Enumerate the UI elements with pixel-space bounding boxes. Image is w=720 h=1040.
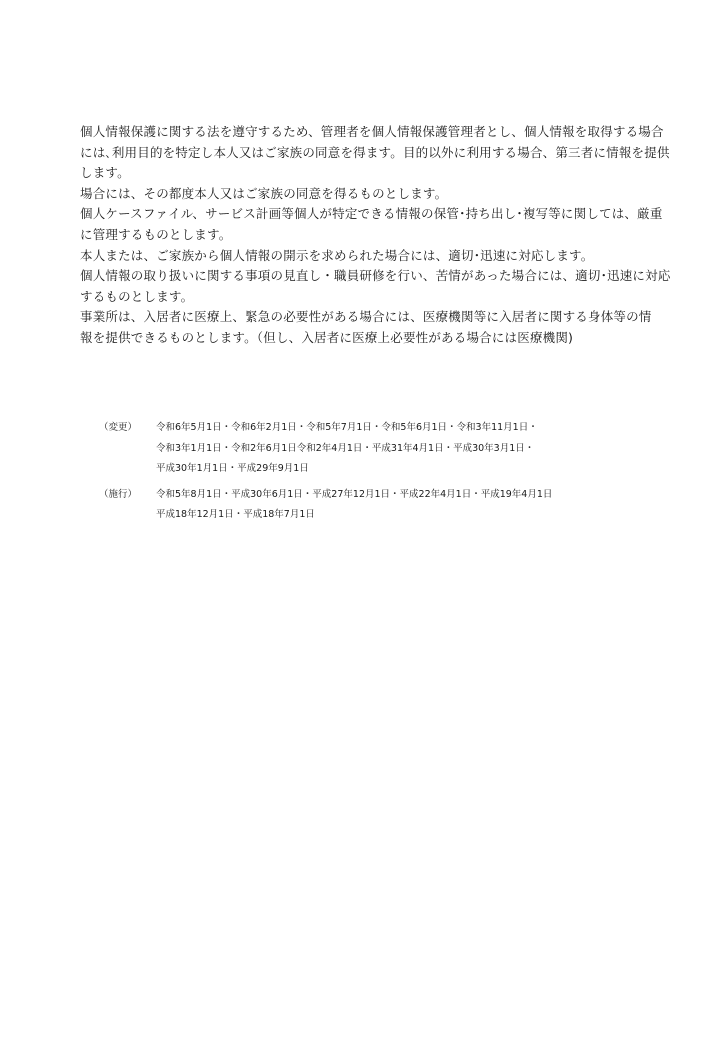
- paragraph-review-training: [80, 266, 696, 307]
- date-line: 令和6年5月1日・令和6年2月1日・令和5年7月1日・令和5年6月1日・令和3年11月1日・: [156, 422, 538, 433]
- text-line: 本人または、ご家族から個人情報の開示を求められた場合には、適切･迅速に対応します。: [80, 247, 594, 263]
- change-history: [99, 418, 659, 480]
- text-line: 個人ケースファイル、サービス計画等個人が特定できる情報の保管･持ち出し･複写等に関しては、厳重: [80, 206, 663, 222]
- text-line: します。: [80, 165, 130, 181]
- change-label: （変更）: [99, 422, 138, 433]
- text-line: 報を提供できるものとします。（但し、入居者に医療上必要性がある場合には医療機関): [80, 329, 574, 345]
- text-line: には､利用目的を特定し本人又はご家族の同意を得ます。目的以外に利用する場合、第三者に情報を提供: [80, 144, 670, 160]
- text-line: に管理するものとします。: [80, 226, 232, 242]
- change-dates: [156, 418, 659, 480]
- paragraph-compliance: [80, 122, 696, 184]
- paragraph-disclosure: [80, 246, 696, 267]
- text-line: 個人情報保護に関する法を遵守するため、管理者を個人情報保護管理者とし、個人情報を取得する場合: [80, 124, 664, 139]
- text-line: するものとします。: [80, 288, 194, 304]
- revision-history: [99, 418, 659, 531]
- enforcement-label: （施行）: [99, 488, 138, 500]
- date-line: 平成30年1月1日・平成29年9月1日: [156, 463, 309, 474]
- enforcement-history: [99, 485, 659, 526]
- text-line: 個人情報の取り扱いに関する事項の見直し・職員研修を行い、苦情があった場合には、適切･迅速に対応: [80, 268, 671, 284]
- paragraph-file-management: [80, 204, 696, 245]
- paragraph-medical-provision: [80, 307, 696, 348]
- date-line: 令和5年8月1日・平成30年6月1日・平成27年12月1日・平成22年4月1日・平成19年4月1日: [156, 488, 553, 500]
- text-line: 事業所は、入居者に医療上、緊急の必要性がある場合には、医療機関等に入居者に関する身体等の情: [80, 309, 652, 325]
- paragraph-consent: [80, 184, 696, 205]
- text-line: 場合には、その都度本人又はご家族の同意を得るものとします。: [80, 185, 448, 201]
- enforcement-dates: [156, 485, 659, 526]
- date-line: 令和3年1月1日・令和2年6月1日令和2年4月1日・平成31年4月1日・平成30年3月1日・: [156, 442, 535, 454]
- privacy-policy-body: [80, 122, 696, 349]
- date-line: 平成18年12月1日・平成18年7月1日: [156, 509, 315, 520]
